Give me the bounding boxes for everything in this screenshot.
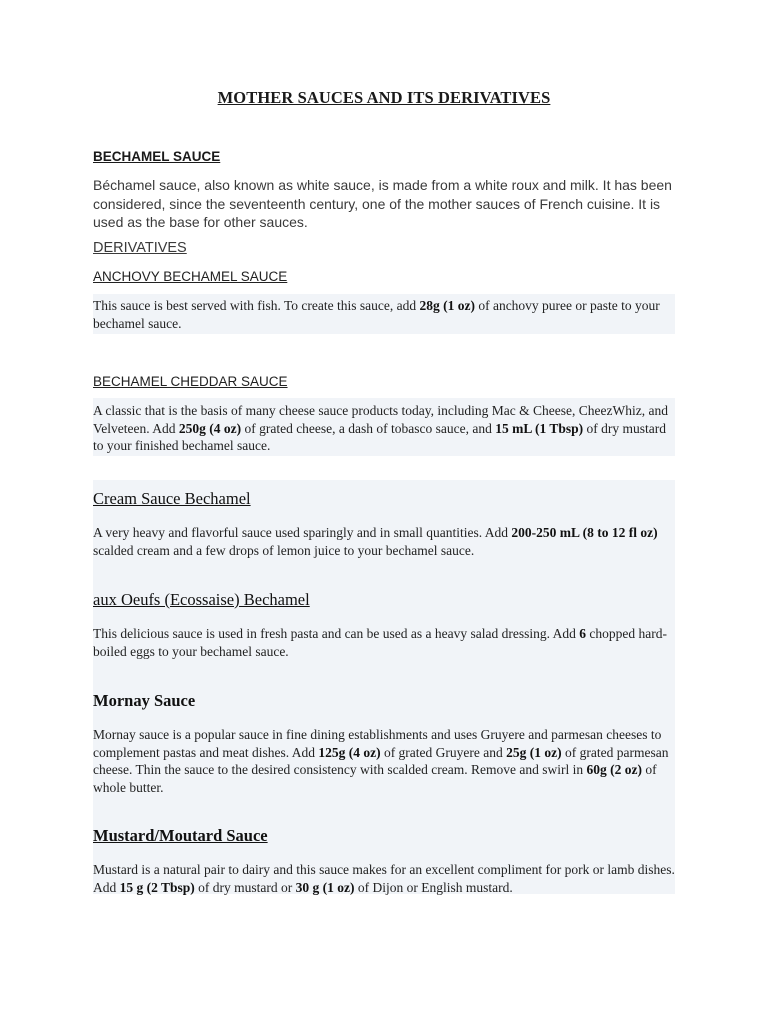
cheddar-heading: BECHAMEL CHEDDAR SAUCE bbox=[93, 374, 288, 389]
derivatives-label: DERIVATIVES bbox=[93, 240, 187, 256]
mornay-text: Mornay sauce is a popular sauce in fine dining establishments and uses Gruyere and parmesan cheeses to complement pastas and meat dishes. Add 125g (4 oz) of grated Gruyere and 25g (1 oz) of grated parmesan cheese. Thin the sauce to the desired consistency with scalded cream. Remove and swirl in 60g (2 oz) of whole butter. bbox=[93, 727, 669, 795]
cream-text: A very heavy and flavorful sauce used sparingly and in small quantities. Add 200-250 mL (8 to 12 fl oz) scalded cream and a few drops of lemon juice to your bechamel sauce. bbox=[93, 525, 658, 558]
cheddar-text: A classic that is the basis of many cheese sauce products today, including Mac & Cheese, CheezWhiz, and Velveteen. Add 250g (4 oz) of grated cheese, a dash of tobasco sauce, and 15 mL (1 Tbsp) of dry mustard to your finished bechamel sauce. bbox=[93, 403, 668, 454]
mustard-text: Mustard is a natural pair to dairy and this sauce makes for an excellent compliment for pork or lamb dishes. Add 15 g (2 Tbsp) of dry mustard or 30 g (1 oz) of Dijon or English mustard. bbox=[93, 862, 675, 895]
mustard-heading: Mustard/Moutard Sauce bbox=[93, 826, 268, 845]
bechamel-heading: BECHAMEL SAUCE bbox=[93, 149, 221, 164]
bechamel-intro: Béchamel sauce, also known as white sauce, is made from a white roux and milk. It has been considered, since the seventeenth century, one of the mother sauces of French cuisine. It is used as the base for other sauces. bbox=[93, 177, 672, 230]
anchovy-text: This sauce is best served with fish. To create this sauce, add 28g (1 oz) of anchovy puree or paste to your bechamel sauce. bbox=[93, 298, 660, 331]
cream-heading: Cream Sauce Bechamel bbox=[93, 489, 251, 508]
oeufs-heading: aux Oeufs (Ecossaise) Bechamel bbox=[93, 590, 310, 609]
anchovy-heading: ANCHOVY BECHAMEL SAUCE bbox=[93, 269, 288, 284]
page-title: MOTHER SAUCES AND ITS DERIVATIVES bbox=[217, 88, 551, 107]
oeufs-text: This delicious sauce is used in fresh pasta and can be used as a heavy salad dressing. Add 6 chopped hard-boiled eggs to your bechamel sauce. bbox=[93, 626, 667, 659]
mornay-heading: Mornay Sauce bbox=[93, 691, 196, 710]
